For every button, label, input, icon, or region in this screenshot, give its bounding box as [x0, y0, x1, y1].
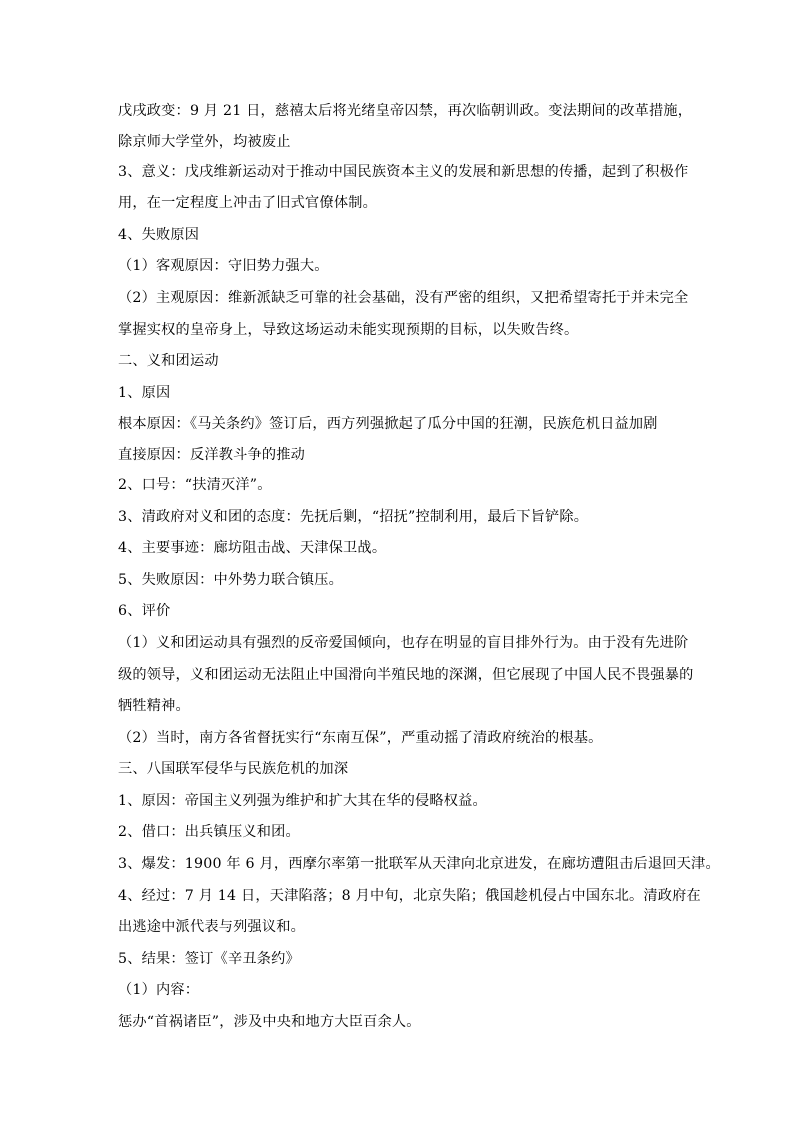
text-line: 级的领导，义和团运动无法阻止中国滑向半殖民地的深渊，但它展现了中国人民不畏强暴的: [118, 666, 694, 683]
text-line: 用，在一定程度上冲击了旧式官僚体制。: [118, 195, 377, 212]
text-line: 4、主要事迹：廊坊阻击战、天津保卫战。: [118, 540, 387, 557]
document-page: [118, 96, 720, 1039]
text-line: 5、失败原因：中外势力联合镇压。: [118, 571, 344, 588]
section-subheading: 1、原因: [118, 384, 171, 401]
section-heading: 二、义和团运动: [118, 353, 219, 370]
text-line: 3、意义：戊戌维新运动对于推动中国民族资本主义的发展和新思想的传播，起到了积极作: [118, 163, 689, 180]
text-line: 1、原因：帝国主义列强为维护和扩大其在华的侵略权益。: [118, 792, 487, 809]
text-line: 2、口号：“扶清灭洋”。: [118, 476, 272, 493]
text-line: （2）当时，南方各省督抚实行“东南互保”，严重动摇了清政府统治的根基。: [118, 729, 603, 746]
text-line: 惩办“首祸诸臣”，涉及中央和地方大臣百余人。: [118, 1014, 421, 1031]
text-line: 5、结果：签订《辛丑条约》: [118, 950, 300, 967]
text-line: （1）内容：: [118, 982, 200, 999]
text-line: 2、借口：出兵镇压义和团。: [118, 824, 300, 841]
section-subheading: 6、评价: [118, 603, 171, 620]
text-line: （1）义和团运动具有强烈的反帝爱国倾向，也存在明显的盲目排外行为。由于没有先进阶: [118, 634, 689, 651]
section-heading: 三、八国联军侵华与民族危机的加深: [118, 761, 349, 778]
text-line: 戊戌政变：9 月 21 日，慈禧太后将光绪皇帝囚禁，再次临朝训政。变法期间的改革措施，: [118, 103, 693, 119]
text-line: 4、经过：7 月 14 日，天津陷落；8 月中旬，北京失陷；俄国趁机侵占中国东北。清政府在: [118, 887, 701, 904]
text-line: （1）客观原因：守旧势力强大。: [118, 258, 329, 275]
text-line: 出逃途中派代表与列强议和。: [118, 919, 306, 936]
text-line: 3、爆发：1900 年 6 月，西摩尔率第一批联军从天津向北京进发，在廊坊遭阻击后退回天津。: [118, 856, 720, 873]
text-line: 掌握实权的皇帝身上，导致这场运动未能实现预期的目标，以失败告终。: [118, 321, 579, 338]
text-line: 除京师大学堂外，均被废止: [118, 133, 291, 150]
section-subheading: 4、失败原因: [118, 226, 200, 243]
text-line: 根本原因：《马关条约》签订后，西方列强掀起了瓜分中国的狂潮，民族危机日益加剧: [118, 416, 658, 433]
text-line: 牺牲精神。: [118, 698, 190, 715]
text-line: （2）主观原因：维新派缺乏可靠的社会基础，没有严密的组织，又把希望寄托于并未完全: [118, 289, 689, 306]
text-line: 直接原因：反洋教斗争的推动: [118, 446, 306, 463]
text-line: 3、清政府对义和团的态度：先抚后剿，“招抚”控制利用，最后下旨铲除。: [118, 508, 589, 525]
